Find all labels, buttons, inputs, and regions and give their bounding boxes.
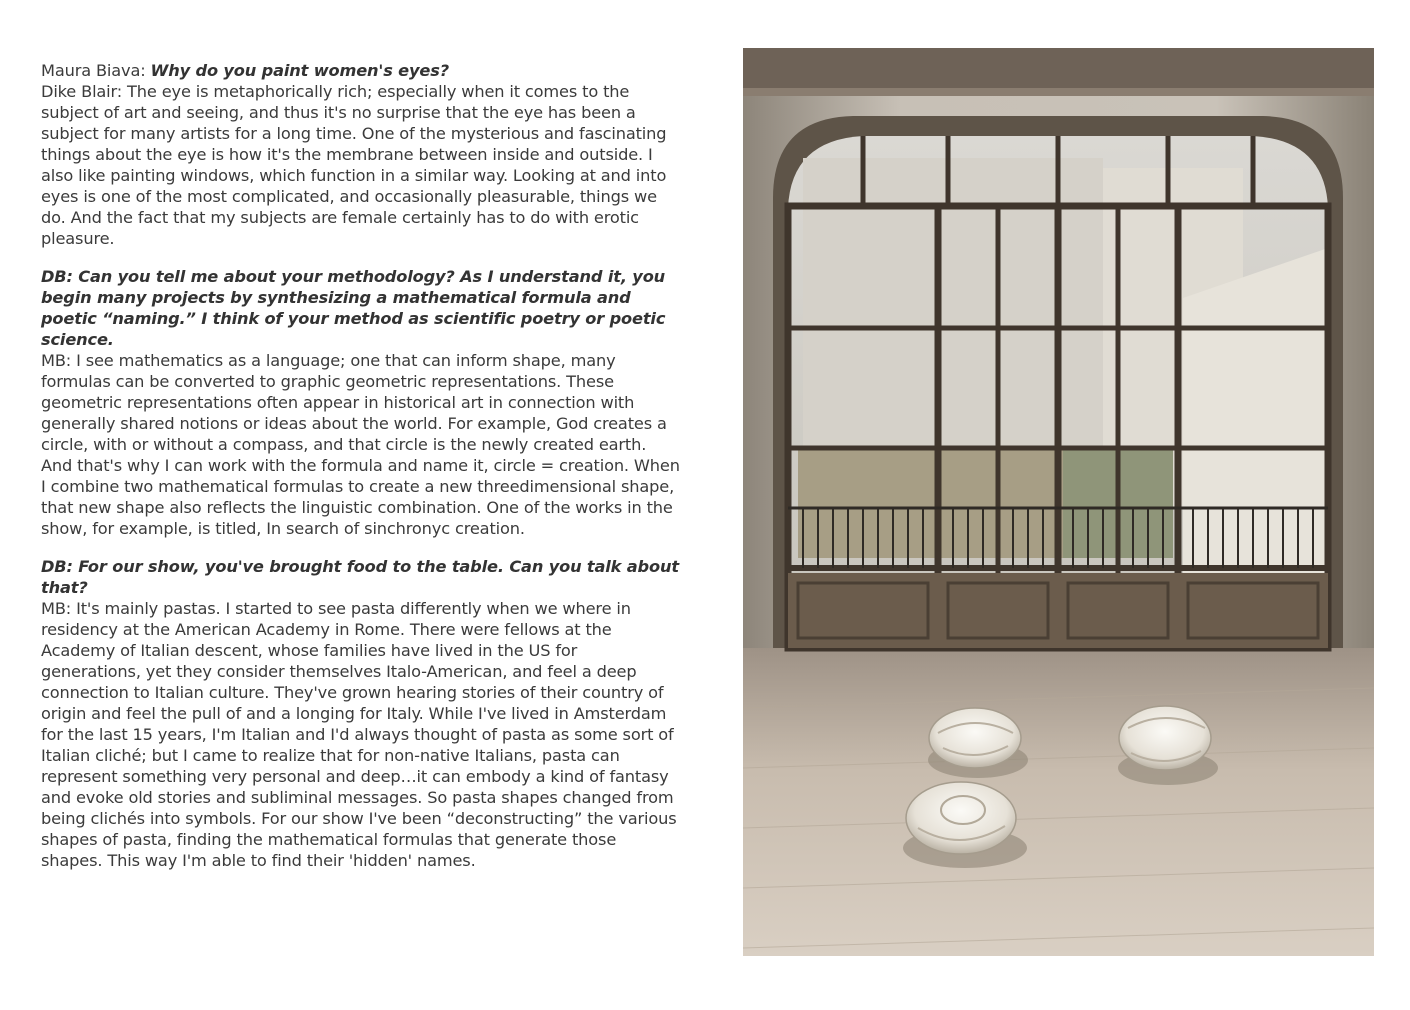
qa-block-1	[41, 60, 681, 249]
outside-building-right	[1183, 248, 1328, 588]
qa-block-3	[41, 556, 681, 871]
asker-name: Maura Biava:	[41, 61, 151, 80]
qa-block-2	[41, 266, 681, 539]
question-3: DB: For our show, you've brought food to the table. Can you talk about that?	[41, 557, 679, 597]
paragraph-1	[41, 60, 681, 81]
answer-3: MB: It's mainly pastas. I started to see pasta differently when we where in residency at the American Academy in Rome. There were fellows at the Academy of Italian descent, whose families have lived in the US for generations, yet they consider themselves Italo-American, and feel a deep connection to Italian culture. They've grown hearing stories of their country of origin and feel the pull of and a longing for Italy. While I've lived in Amsterdam for the last 15 years, I'm Italian and I'd always thought of pasta as some sort of Italian cliché; but I came to realize that for non-native Italians, pasta can represent something very personal and deep…it can embody a kind of fantasy and evoke old stories and subliminal messages. So pasta shapes changed from being clichés into symbols. For our show I've been “deconstructing” the various shapes of pasta, finding the mathematical formulas that generate those shapes. This way I'm able to find their 'hidden' names.	[41, 599, 677, 870]
answer-1: Dike Blair: The eye is metaphorically rich; especially when it comes to the subject of art and seeing, and thus it's no surprise that the eye has been a subject for many artists for a long time. One of the mysterious and fascinating things about the eye is how it's the membrane between inside and outside. I also like painting windows, which function in a similar way. Looking at and into eyes is one of the most complicated, and occasionally pleasurable, things we do. And the fact that my subjects are female certainly has to do with erotic pleasure.	[41, 82, 667, 248]
question-2: DB: Can you tell me about your methodology? As I understand it, you begin many projects by synthesizing a mathematical formula and poetic “naming.” I think of your method as scientific poetry or poetic science.	[41, 267, 666, 349]
installation-photo	[743, 48, 1374, 956]
question-1: Why do you paint women's eyes?	[150, 61, 449, 80]
ceiling-beam	[743, 48, 1374, 88]
interview-text	[41, 60, 681, 888]
installation-photo-drawing	[743, 48, 1374, 956]
floor	[743, 648, 1374, 956]
answer-2: MB: I see mathematics as a language; one that can inform shape, many formulas can be converted to graphic geometric representations. These geometric representations often appear in historical art in connection with generally shared notions or ideas about the world. For example, God creates a circle, with or without a compass, and that circle is the newly created earth. And that's why I can work with the formula and name it, circle = creation. When I combine two mathematical formulas to create a new threedimensional shape, that new shape also reflects the linguistic combination. One of the works in the show, for example, is titled, In search of sinchronyc creation.	[41, 351, 680, 538]
